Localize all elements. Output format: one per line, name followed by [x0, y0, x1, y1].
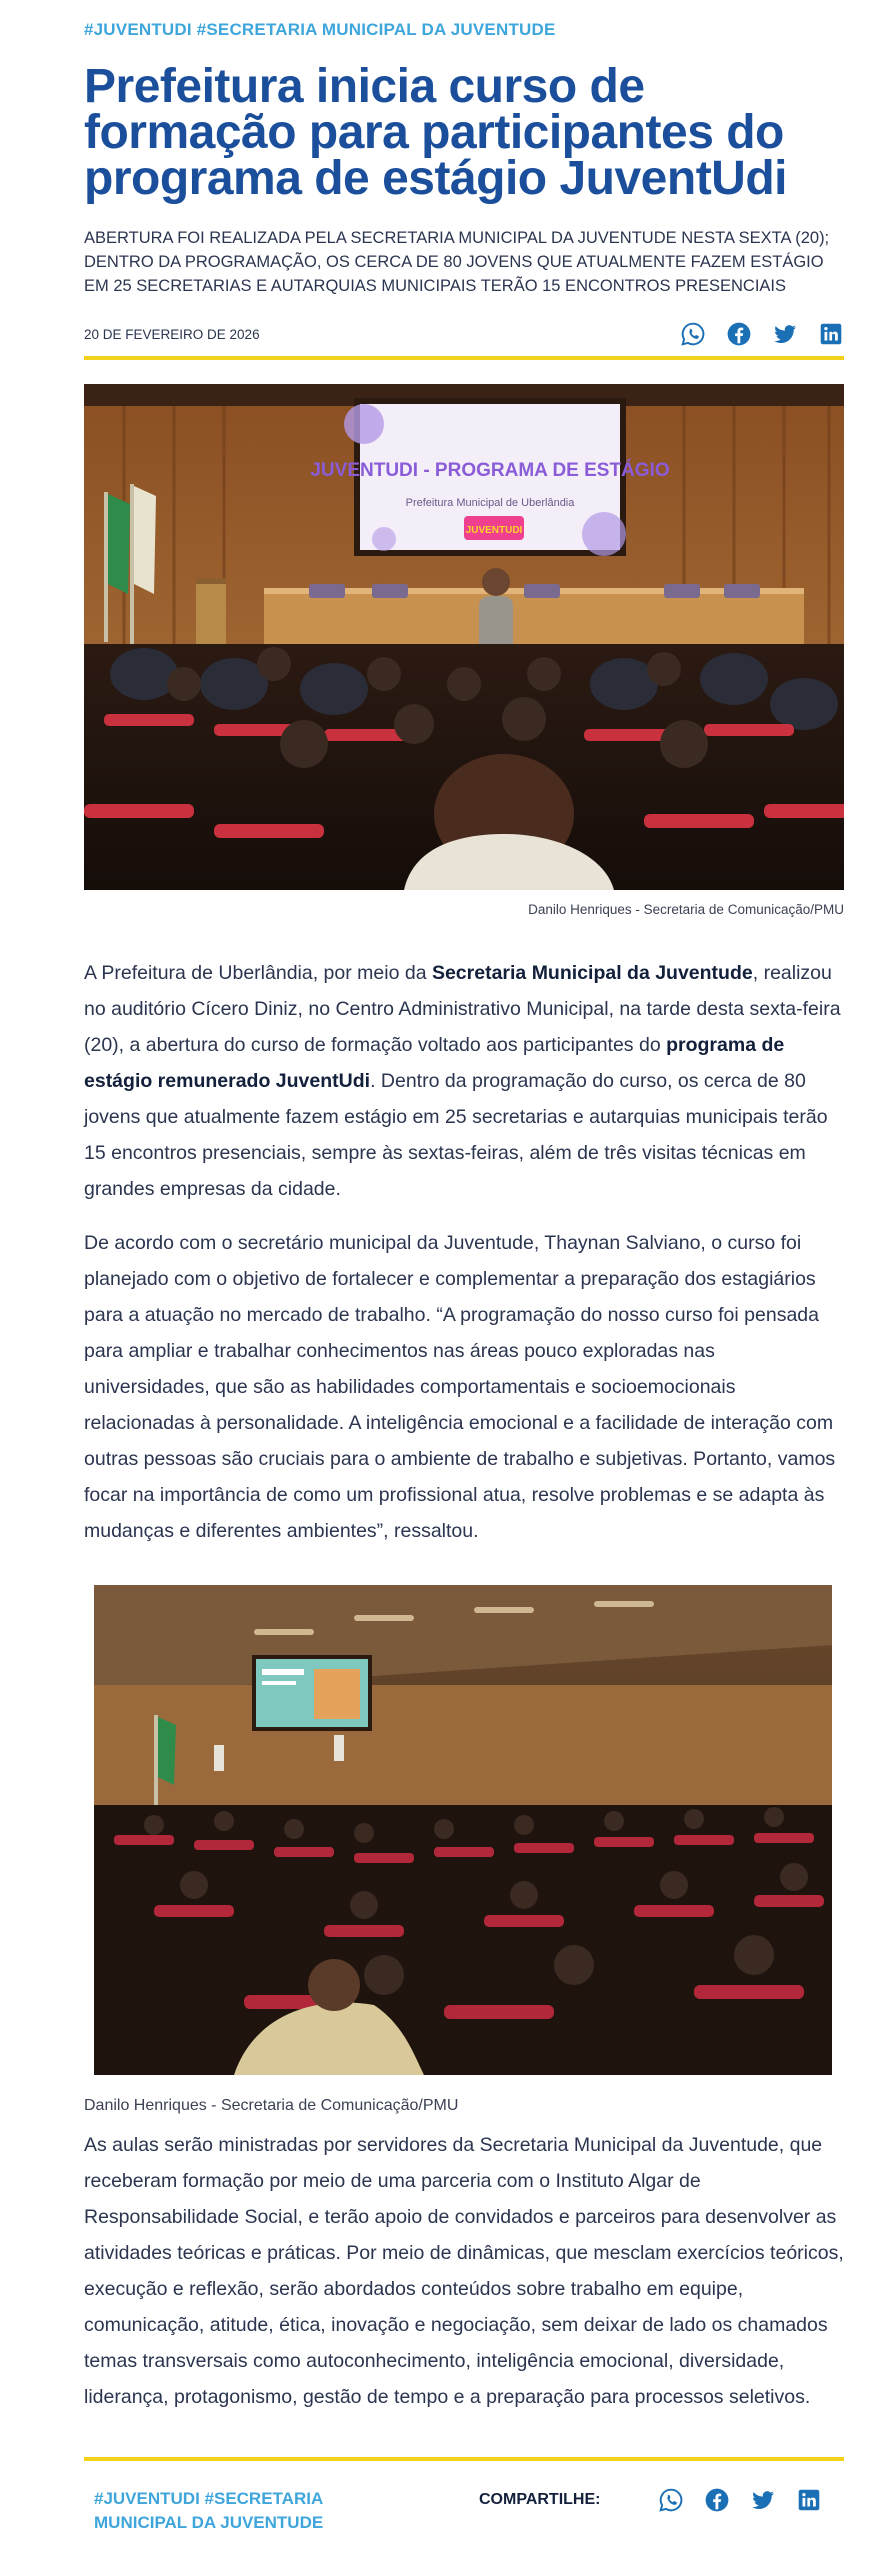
article-paragraph — [84, 955, 844, 1207]
facebook-icon[interactable] — [726, 321, 752, 347]
page-title: Prefeitura inicia curso de formação para participantes do programa de estágio JuventUdi — [84, 60, 787, 205]
article-photo-audience — [94, 1585, 832, 2075]
footer-divider — [84, 2457, 844, 2461]
paragraph-bold: Secretaria Municipal da Juventude — [431, 962, 753, 984]
article-paragraph: As aulas serão ministradas por servidores da Secretaria Municipal da Juventude, que receberam formação por meio de uma parceria com o Instituto Algar de Responsabilidade Social, e terão apoio de convidados e parceiros para desenvolver as atividades teóricas e práticas. Por meio de dinâmicas, que mesclam exercícios teóricos, execução e reflexão, serão abordados conteúdos sobre trabalho em equipe, comunicação, atitude, ética, inovação e negociação, sem deixar de lado os chamados temas transversais como autoconhecimento, inteligência emocional, diversidade, liderança, protagonismo, gestão de tempo e a preparação para processos seletivos. — [84, 2134, 844, 2408]
linkedin-icon[interactable] — [818, 321, 844, 347]
paragraph-bold: programa de estágio remunerado JuventUdi — [84, 1034, 785, 1092]
article — [84, 0, 844, 2535]
facebook-icon[interactable] — [704, 2487, 730, 2513]
screen-subtitle: Prefeitura Municipal de Uberlândia — [405, 497, 575, 509]
article-meta — [84, 316, 844, 352]
publish-date: 20 DE FEVEREIRO DE 2026 — [84, 326, 260, 342]
article-subtitle: ABERTURA FOI REALIZADA PELA SECRETARIA MUNICIPAL DA JUVENTUDE NESTA SEXTA (20); DENTRO DA PROGRAMAÇÃO, OS CERCA DE 80 JOVENS QUE ATUALMENTE FAZEM ESTÁGIO EM 25 SECRETARIAS E AUTARQUIAS MUNICIPAIS TERÃO 15 ENCONTROS PRESENCIAIS — [84, 229, 830, 295]
header-divider — [84, 356, 844, 360]
article-footer — [84, 2487, 844, 2535]
article-tags[interactable]: #JUVENTUDI #SECRETARIA MUNICIPAL DA JUVENTUDE — [84, 20, 556, 39]
paragraph-text: . Dentro da programação do curso, os cerca de 80 jovens que atualmente fazem estágio em 25 secretarias e autarquias municipais terão 15 encontros presenciais, sempre às sextas-feiras, além de três visitas técnicas em grandes empresas da cidade. — [84, 1070, 828, 1200]
paragraph-text: A Prefeitura de Uberlândia, por meio da — [84, 962, 432, 984]
photo-caption: Danilo Henriques - Secretaria de Comunicação/PMU — [84, 2097, 459, 2114]
screen-logo: JUVENTUDI — [465, 525, 523, 536]
photo-caption: Danilo Henriques - Secretaria de Comunicação/PMU — [528, 902, 844, 917]
footer-tags[interactable]: #JUVENTUDI #SECRETARIA MUNICIPAL DA JUVENTUDE — [94, 2489, 324, 2532]
photo-stage-illustration — [84, 384, 844, 890]
share-bar — [680, 321, 844, 347]
screen-title: JUVENTUDI - PROGRAMA DE ESTÁGIO — [310, 460, 670, 481]
paragraph-text: , realizou no auditório Cícero Diniz, no Centro Administrativo Municipal, na tarde desta sexta-feira (20), a abertura do curso de formação voltado aos participantes do — [84, 962, 841, 1056]
twitter-icon[interactable] — [772, 321, 798, 347]
footer-share-bar — [658, 2487, 822, 2513]
article-photo-stage — [84, 384, 844, 890]
whatsapp-icon[interactable] — [680, 321, 706, 347]
share-label: COMPARTILHE: — [479, 2491, 601, 2508]
whatsapp-icon[interactable] — [658, 2487, 684, 2513]
photo-audience-illustration — [94, 1585, 832, 2075]
linkedin-icon[interactable] — [796, 2487, 822, 2513]
article-paragraph: De acordo com o secretário municipal da Juventude, Thaynan Salviano, o curso foi planejado com o objetivo de fortalecer e complementar a preparação dos estagiários para a atuação no mercado de trabalho. “A programação do nosso curso foi pensada para ampliar e trabalhar conhecimentos nas áreas pouco exploradas nas universidades, que são as habilidades comportamentais e socioemocionais relacionadas à personalidade. A inteligência emocional e a facilidade de interação com outras pessoas são cruciais para o ambiente de trabalho e subjetivas. Portanto, vamos focar na importância de como um profissional atua, resolve problemas e se adapta às mudanças e diferentes ambientes”, ressaltou. — [84, 1232, 836, 1542]
twitter-icon[interactable] — [750, 2487, 776, 2513]
